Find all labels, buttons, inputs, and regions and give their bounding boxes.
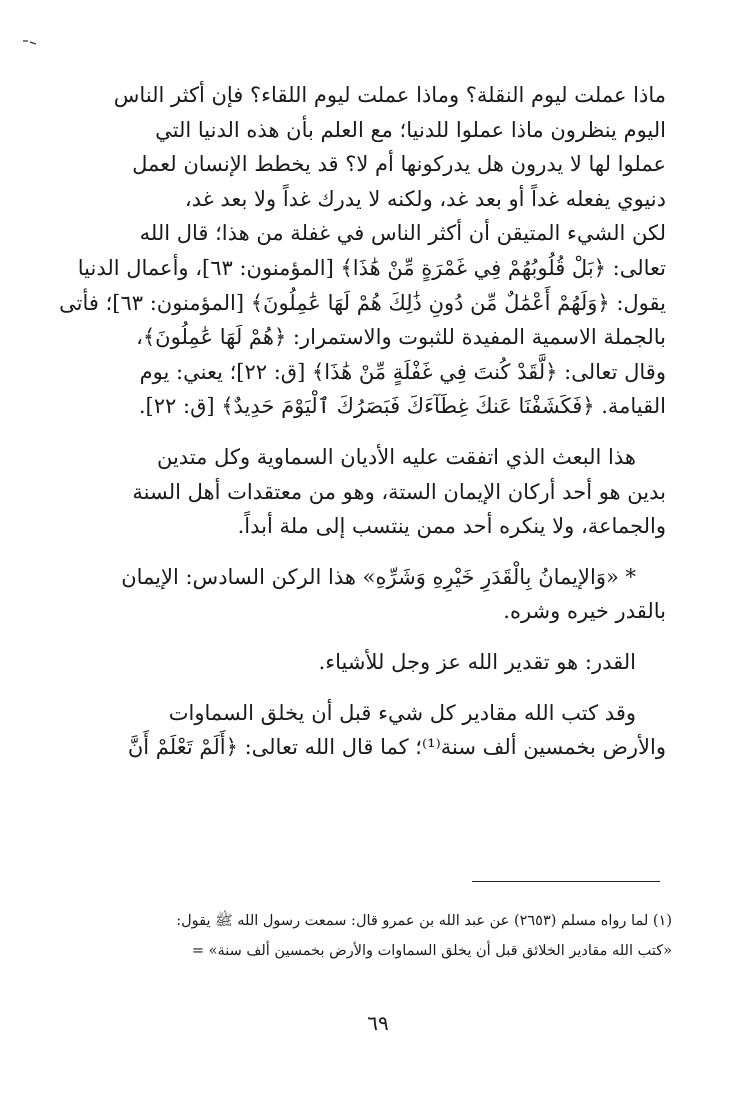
text-line: ماذا عملت ليوم النقلة؟ وماذا عملت ليوم اللقاء؟ فإن أكثر الناس [113, 83, 666, 107]
text-line: تعالى: ﴿بَلْ قُلُوبُهُمْ فِي غَمْرَةٍ مِّنْ هَٰذَا﴾ [المؤمنون: ٦٣]، وأعمال الدنيا [77, 255, 666, 280]
corner-mark-icon [22, 38, 38, 46]
text-line: بالجملة الاسمية المفيدة للثبوت والاستمرار: ﴿هُمْ لَهَا عَٰمِلُونَ﴾، [136, 325, 666, 350]
footnote-line: «كتب الله مقادير الخلائق قبل أن يخلق السماوات والأرض بخمسين ألف سنة» = [191, 943, 672, 959]
paragraph-5 [88, 696, 666, 765]
text-line: والجماعة، ولا ينكره أحد ممن ينتسب إلى ملة أبداً. [237, 514, 666, 539]
text-line: والأرض بخمسين ألف سنة⁽¹⁾؛ كما قال الله تعالى: ﴿أَلَمْ تَعْلَمْ أَنَّ [127, 735, 666, 760]
paragraph-2 [88, 440, 666, 544]
paragraph-1 [59, 78, 666, 424]
text-line: يقول: ﴿وَلَهُمْ أَعْمَٰلٌ مِّن دُونِ ذَٰلِكَ هُمْ لَهَا عَٰمِلُونَ﴾ [المؤمنون: ٦٣]؛ فأتى [59, 290, 666, 315]
text-line: اليوم ينظرون ماذا عملوا للدنيا؛ مع العلم بأن هذه الدنيا التي [155, 117, 666, 142]
paragraph-3 [88, 560, 666, 629]
text-line: وقال تعالى: ﴿لَّقَدْ كُنتَ فِي غَفْلَةٍ مِّنْ هَٰذَا﴾ [ق: ٢٢]؛ يعني: يوم [139, 359, 666, 384]
paragraph-4 [88, 645, 666, 680]
text-line: بالقدر خيره وشره. [503, 599, 666, 624]
footnotes [90, 906, 672, 966]
text-line: القيامة. ﴿فَكَشَفْنَا عَنكَ غِطَآءَكَ فَبَصَرُكَ ٱلْيَوْمَ حَدِيدٌ﴾ [ق: ٢٢]. [138, 394, 666, 419]
text-line: دنيوي يفعله غداً أو بعد غد، ولكنه لا يدرك غداً ولا بعد غد، [184, 186, 666, 211]
footnote-line: (١) لما رواه مسلم (٢٦٥٣) عن عبد الله بن عمرو قال: سمعت رسول الله ﷺ يقول: [176, 913, 672, 929]
text-line: بدين هو أحد أركان الإيمان الستة، وهو من معتقدات أهل السنة [132, 479, 666, 504]
text-line: لكن الشيء المتيقن أن أكثر الناس في غفلة من هذا؛ قال الله [139, 221, 666, 246]
text-line: القدر: هو تقدير الله عز وجل للأشياء. [318, 649, 636, 674]
text-line: * «وَالإيمانُ بِالْقَدَرِ خَيْرِهِ وَشَرِّهِ» هذا الركن السادس: الإيمان [121, 564, 636, 589]
main-text [59, 78, 666, 765]
page-number: ٦٩ [367, 1011, 389, 1035]
text-line: عملوا لها لا يدرون هل يدركونها أم لا؟ قد يخطط الإنسان لعمل [132, 152, 666, 177]
footnote-divider [472, 881, 660, 882]
text-line: هذا البعث الذي اتفقت عليه الأديان السماوية وكل متدين [156, 444, 636, 469]
text-line: وقد كتب الله مقادير كل شيء قبل أن يخلق السماوات [168, 700, 636, 725]
